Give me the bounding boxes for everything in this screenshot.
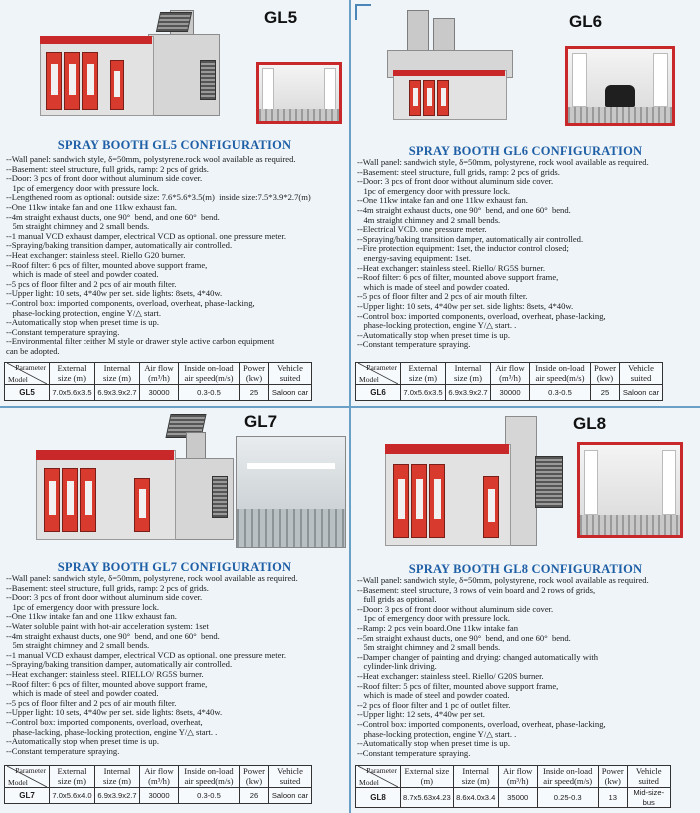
gl5-title: SPRAY BOOTH GL5 CONFIGURATION (57, 138, 292, 152)
spec-line: --Upper light: 10 sets, 4*40w per set. side lights: 8sets, 4*40w. (6, 288, 223, 299)
table-row: GL5 7.0x5.6x3.5 6.9x3.9x2.7 30000 0.3-0.5 25 Saloon car (5, 385, 312, 401)
spec-line: --Roof filter: 6 pcs of filter, mounted above support frame, (357, 272, 559, 283)
spec-line: --Upper light: 10 sets, 4*40w per set. side lights: 8sets, 4*40w. (6, 707, 223, 718)
spec-line: --Basement: steel structure, full grids, ramp: 2 pcs of grids. (6, 582, 209, 593)
spec-line: --2 pcs of floor filter and 1 pc of outlet filter. (357, 699, 511, 710)
spec-line: --Heat exchanger: stainless steel. RIELLO/ RG5S burner. (6, 668, 204, 679)
spec-line: --Electrical VCD. one pressure meter. (357, 224, 487, 235)
gl8-interior-image (577, 442, 683, 538)
power-header: Power (kw) (598, 766, 627, 788)
speed-header: Inside on-load air speed(m/s) (537, 766, 598, 788)
airflow-header: Air flow (m³/h) (140, 363, 179, 385)
spec-line: --Roof filter: 6 pcs of filter, mounted above support frame, (6, 678, 208, 689)
spec-line: 1pc of emergency door with pressure lock. (6, 601, 160, 612)
param-model-header: Parameter Model (5, 766, 50, 788)
gl7-title: SPRAY BOOTH GL7 CONFIGURATION (57, 560, 292, 574)
spec-line: --Automatically stop when preset time is up. (6, 736, 159, 747)
spec-line: --Ramp: 2 pcs vein board.One 11kw intake fan (357, 622, 519, 633)
spec-line: --Door: 3 pcs of front door without aluminum side cover. (357, 176, 554, 187)
spec-line: --Roof filter: 6 pcs of filter, mounted above support frame, (6, 259, 208, 270)
spec-line: --4m straight exhaust ducts, one 90° bend, and one 60° bend. (6, 630, 220, 641)
spec-line: which is made of steel and powder coated. (357, 281, 510, 292)
gl7-spec-list (6, 574, 347, 756)
spec-line: --Upper light: 12 sets, 4*40w per set. (357, 709, 485, 720)
spec-line: --Basement: steel structure, full grids, ramp: 2 pcs of grids. (357, 166, 560, 177)
spec-line: phase-locking protection, engine Y/△ start. . (357, 728, 517, 739)
spec-line: --Automatically stop when preset time is up. (357, 329, 510, 340)
gl6-title: SPRAY BOOTH GL6 CONFIGURATION (408, 144, 643, 158)
gl8-model-code: GL8 (573, 414, 607, 433)
spec-line: 1pc of emergency door with pressure lock. (6, 182, 160, 193)
gl6-model-code: GL6 (569, 12, 603, 31)
gl8-parameter-table (355, 765, 671, 808)
vehicle-header: Vehicle suited (620, 363, 663, 385)
spec-line: --5 pcs of floor filter and 2 pcs of air mouth filter. (6, 278, 177, 289)
panel-gl7 (0, 408, 349, 813)
spec-line: --Basement: steel structure, full grids, ramp: 2 pcs of grids. (6, 163, 209, 174)
spec-line: --Heat exchanger: stainless steel. Riello/ G20S burner. (357, 670, 544, 681)
spec-line: --Control box: imported components, overload, overheat, phase-lacking, (357, 310, 606, 321)
spec-line: --Door: 3 pcs of front door without aluminum side cover. (357, 603, 554, 614)
spec-line: 4m straight chimney and 2 small bends. (357, 214, 501, 225)
internal-header: Internal size (m) (95, 363, 140, 385)
spec-line: --4m straight exhaust ducts, one 90° bend, and one 60° bend. (357, 204, 571, 215)
gl7-parameter-table (4, 765, 312, 804)
spec-line: --Spraying/baking transition damper, automatically air controlled. (6, 659, 233, 670)
vehicle-header: Vehicle suited (627, 766, 670, 788)
table-row: GL6 7.0x5.6x3.5 6.9x3.9x2.7 30000 0.3-0.5 25 Saloon car (356, 385, 663, 401)
spec-line: --Constant temperature spraying. (357, 747, 471, 758)
spec-line: --1 manual VCD exhaust damper, electrical VCD as optional. one pressure meter. (6, 649, 286, 660)
spec-line: --One 11kw intake fan and one 11kw exhaust fan. (6, 201, 177, 212)
spec-line: --Wall panel: sandwich style, δ=50mm, polystyrene, rock wool available as required. (357, 575, 649, 585)
spec-line: cylinder-link driving. (357, 661, 437, 672)
spec-line: --Automatically stop when preset time is up. (6, 317, 159, 328)
spec-line: phase-lacking, phase-locking protection, engine Y/△ start. . (6, 726, 218, 737)
spec-line: --Fire protection equipment: 1set, the inductor control closed; (357, 243, 569, 254)
gl5-spec-list (6, 155, 347, 356)
spec-line: can be adopted. (6, 345, 60, 356)
gl6-parameter-table (355, 362, 663, 401)
spec-line: 5m straight chimney and 2 small bends. (6, 221, 150, 232)
panel-gl8 (351, 408, 700, 813)
spec-line: --Constant temperature spraying. (6, 745, 120, 756)
speed-header: Inside on-load air speed(m/s) (179, 766, 240, 788)
spec-line: --Door: 3 pcs of front door without aluminum side cover. (6, 173, 203, 184)
gl6-booth-image (387, 10, 511, 120)
gl8-title: SPRAY BOOTH GL8 CONFIGURATION (408, 562, 643, 576)
gl8-spec-list (357, 576, 698, 758)
gl5-model-code: GL5 (264, 8, 298, 27)
spec-line: 1pc of emergency door with pressure lock. (357, 185, 511, 196)
airflow-header: Air flow (m³/h) (491, 363, 530, 385)
spec-line: energy-saving equipment: 1set. (357, 252, 471, 263)
internal-header: Internal size (m) (446, 363, 491, 385)
vehicle-header: Vehicle suited (269, 766, 312, 788)
spec-line: --Heat exchanger: stainless steel. Riello/ RG5S burner. (357, 262, 546, 273)
spec-line: --Wall panel: sandwich style, δ=50mm, polystyrene, rock wool available as required. (357, 157, 649, 167)
spec-line: --Wall panel: sandwich style, δ=50mm, polystyrene.rock wool available as required. (6, 154, 296, 164)
spec-line: 5m straight chimney and 2 small bends. (357, 642, 501, 653)
spec-line: --Spraying/baking transition damper, automatically air controlled. (357, 233, 584, 244)
spec-line: --Wall panel: sandwich style, δ=50mm, polystyrene, rock wool available as required. (6, 573, 298, 583)
spec-line: --Automatically stop when preset time is up. (357, 738, 510, 749)
spec-line: --Control box: imported components, overload, overheat, phase-lacking, (357, 718, 606, 729)
spec-line: --5 pcs of floor filter and 2 pcs of air mouth filter. (357, 291, 528, 302)
external-header: External size (m) (401, 766, 454, 788)
param-model-header: Parameter Model (356, 363, 401, 385)
panel-gl5 (0, 0, 349, 406)
spec-line: --Basement: steel structure, 3 rows of vein board and 2 rows of grids, (357, 584, 596, 595)
gl8-booth-image (385, 416, 575, 548)
spec-line: --One 11kw intake fan and one 11kw exhaust fan. (357, 195, 528, 206)
spec-line: --One 11kw intake fan and one 11kw exhaust fan. (6, 611, 177, 622)
spec-line: --4m straight exhaust ducts, one 90° bend, and one 60° bend. (6, 211, 220, 222)
spec-line: --Roof filter: 5 pcs of filter, mounted above support frame, (357, 680, 559, 691)
gl6-spec-list (357, 158, 698, 350)
spec-line: --Control box: imported components, overload, overheat, (6, 716, 203, 727)
vehicle-header: Vehicle suited (269, 363, 312, 385)
spec-line: phase-locking protection, engine Y/△ start. . (357, 320, 517, 331)
gl7-interior-image (236, 436, 346, 548)
spec-line: --Upper light: 10 sets, 4*40w per set. side lights: 8sets, 4*40w. (357, 300, 574, 311)
gl7-booth-image (36, 414, 236, 542)
spec-line: full grids as optional. (357, 594, 437, 605)
spec-line: --Lengthened room as optional: outside size: 7.6*5.6*3.5(m) inside size:7.5*3.9*2.7(m) (6, 192, 311, 203)
internal-header: Internal size (m) (95, 766, 140, 788)
external-header: External size (m) (401, 363, 446, 385)
spec-line: --1 manual VCD exhaust damper, electrical VCD as optional. one pressure meter. (6, 230, 286, 241)
power-header: Power (kw) (240, 766, 269, 788)
spec-line: --Constant temperature spraying. (6, 326, 120, 337)
power-header: Power (kw) (240, 363, 269, 385)
spec-line: phase-locking protection, engine Y/△ start. (6, 307, 161, 318)
spec-line: --5m straight exhaust ducts, one 90° bend, and one 60° bend. (357, 632, 571, 643)
spec-line: --5 pcs of floor filter and 2 pcs of air mouth filter. (6, 697, 177, 708)
spec-line: --Door: 3 pcs of front door without aluminum side cover. (6, 592, 203, 603)
airflow-header: Air flow (m³/h) (140, 766, 179, 788)
gl6-interior-image (565, 46, 675, 126)
param-model-header: Parameter Model (5, 363, 50, 385)
spec-line: --Spraying/baking transition damper, automatically air controlled. (6, 240, 233, 251)
panel-gl6 (351, 0, 700, 406)
speed-header: Inside on-load air speed(m/s) (179, 363, 240, 385)
gl5-booth-image (40, 10, 250, 118)
speed-header: Inside on-load air speed(m/s) (530, 363, 591, 385)
table-row: GL8 8.7x5.63x4.23 8.6x4.0x3.4 35000 0.25-0.3 13 Mid-size-bus (356, 788, 671, 808)
spec-line: 5m straight chimney and 2 small bends. (6, 640, 150, 651)
external-header: External size (m) (50, 766, 95, 788)
gl5-parameter-table (4, 362, 312, 401)
spec-line: --Constant temperature spraying. (357, 339, 471, 350)
spec-line: 1pc of emergency door with pressure lock. (357, 613, 511, 624)
spec-line: --Control box: imported components, overload, overheat, phase-lacking, (6, 297, 255, 308)
spec-line: --Environmental filter :either M style or drawer style active carbon equipment (6, 336, 275, 347)
gl7-model-code: GL7 (244, 412, 278, 431)
spec-line: --Water soluble paint with hot-air acceleration system: 1set (6, 620, 209, 631)
spec-line: which is made of steel and powder coated. (6, 269, 159, 280)
spec-line: which is made of steel and powder coated. (6, 688, 159, 699)
external-header: External size (m) (50, 363, 95, 385)
spec-line: --Heat exchanger: stainless steel. Riello G20 burner. (6, 249, 186, 260)
param-model-header: Parameter Model (356, 766, 401, 788)
spec-line: --Damper changer of painting and drying: changed automatically with (357, 651, 599, 662)
table-row: GL7 7.0x5.6x4.0 6.9x3.9x2.7 30000 0.3-0.5 26 Saloon car (5, 788, 312, 804)
spec-line: which is made of steel and powder coated. (357, 690, 510, 701)
gl5-interior-image (256, 62, 342, 124)
internal-header: Internal size (m) (453, 766, 498, 788)
power-header: Power (kw) (591, 363, 620, 385)
airflow-header: Air flow (m³/h) (498, 766, 537, 788)
